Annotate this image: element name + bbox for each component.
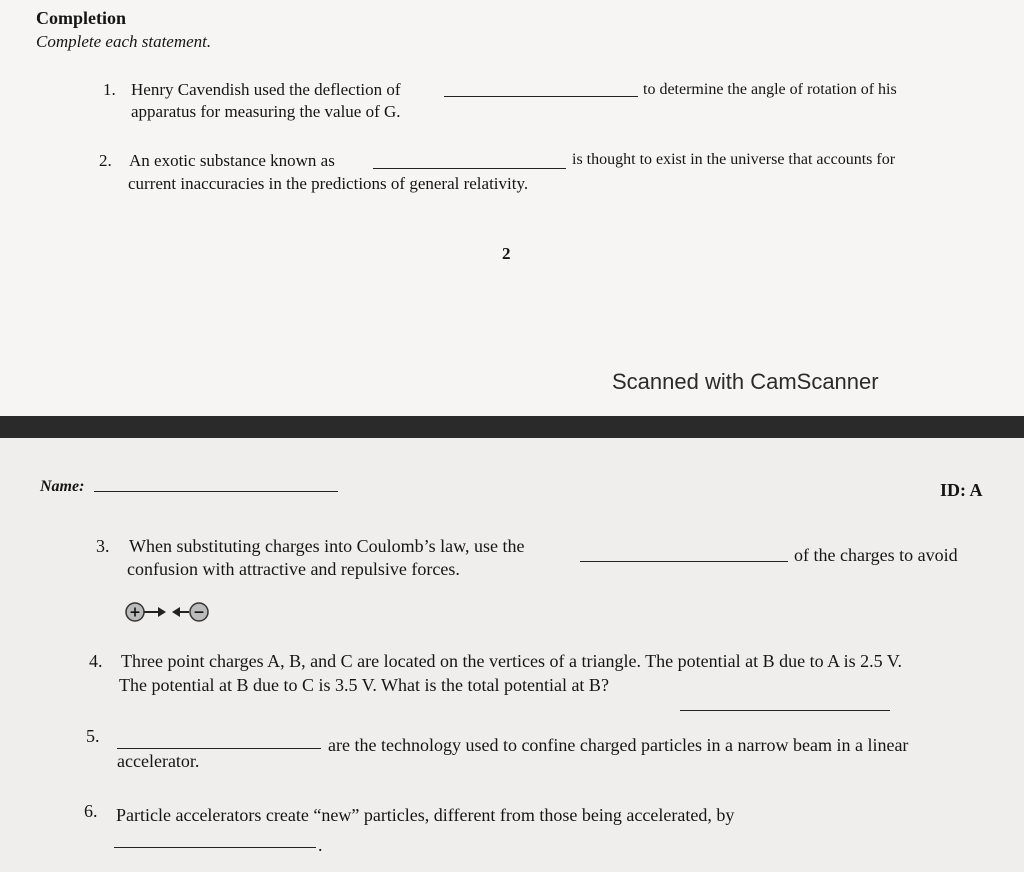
charges-illustration	[124, 601, 216, 628]
question-number: 4.	[89, 651, 103, 671]
question-number: 2.	[99, 151, 112, 170]
question-text: An exotic substance known as	[129, 151, 335, 170]
page-divider	[0, 416, 1024, 438]
page-number: 2	[502, 244, 511, 263]
answer-blank[interactable]	[580, 545, 788, 562]
section-instruction: Complete each statement.	[36, 32, 212, 51]
camscanner-watermark: Scanned with CamScanner	[612, 369, 879, 394]
question-text: confusion with attractive and repulsive forces.	[127, 559, 460, 579]
name-blank[interactable]	[94, 475, 338, 492]
answer-blank[interactable]	[117, 732, 321, 749]
question-text: is thought to exist in the universe that accounts for	[572, 151, 896, 168]
question-text: Henry Cavendish used the deflection of	[131, 80, 401, 99]
question-number: 3.	[96, 536, 110, 556]
answer-blank[interactable]	[114, 831, 316, 848]
positive-charge-icon: +	[129, 604, 141, 621]
question-text: When substituting charges into Coulomb’s law, use the	[129, 536, 525, 556]
scanned-page-bottom	[0, 438, 1024, 872]
scanned-page-top	[0, 0, 1024, 416]
id-label: ID: A	[940, 480, 983, 500]
question-text: Three point charges A, B, and C are located on the vertices of a triangle. The potential at B due to A is 2.5 V.	[121, 651, 902, 671]
question-number: 6.	[84, 801, 98, 821]
sentence-period: .	[318, 835, 323, 855]
answer-blank[interactable]	[373, 152, 566, 169]
question-text: to determine the angle of rotation of his	[643, 81, 897, 98]
name-label: Name:	[40, 478, 85, 495]
question-text: apparatus for measuring the value of G.	[131, 102, 401, 121]
question-number: 5.	[86, 726, 100, 746]
question-text: of the charges to avoid	[794, 545, 958, 565]
answer-blank[interactable]	[444, 80, 638, 97]
question-text: are the technology used to confine charged particles in a narrow beam in a linear	[328, 735, 909, 755]
question-text: The potential at B due to C is 3.5 V. What is the total potential at B?	[119, 675, 609, 695]
question-text: Particle accelerators create “new” particles, different from those being accelerated, by	[116, 805, 735, 825]
question-number: 1.	[103, 80, 116, 99]
question-text: accelerator.	[117, 751, 200, 771]
negative-charge-icon: −	[193, 604, 205, 621]
answer-blank[interactable]	[680, 694, 890, 711]
section-title: Completion	[36, 8, 126, 28]
question-text: current inaccuracies in the predictions of general relativity.	[128, 174, 529, 193]
